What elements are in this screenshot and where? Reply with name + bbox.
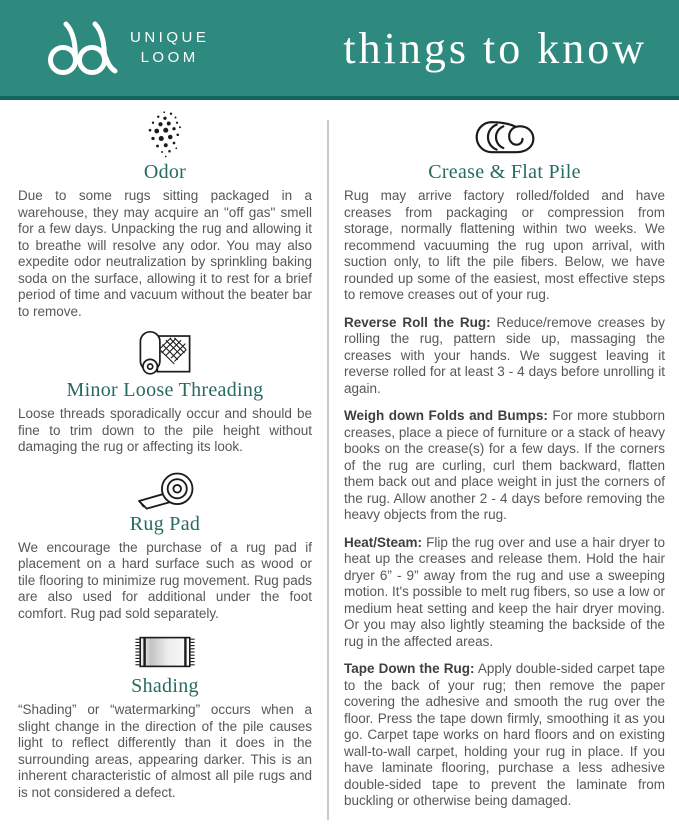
section-body-rug-pad: We encourage the purchase of a rug pad if placement on a hard surface such as wood or tile flooring to minimize rug movement. Rug pads are also used for additional under the foot comfort. Rug pad sold separately. xyxy=(18,539,312,621)
section-odor xyxy=(18,110,312,320)
section-heading-crease: Crease & Flat Pile xyxy=(428,161,581,183)
header-banner xyxy=(0,0,679,100)
left-column xyxy=(18,100,312,820)
section-heading-threading: Minor Loose Threading xyxy=(66,379,264,401)
shaded-rug-icon xyxy=(133,632,197,672)
right-column xyxy=(344,100,665,820)
rug-pad-roll-icon xyxy=(136,466,194,510)
tip-text-weigh-down: For more stubborn creases, place a piece of furniture or a stack of heavy books on the crease(s) for a few days. If the corners of the rug are curling, curl them backward, flatten them back out and place weight in just the corners of the rug. Allow another 2 - 4 days before removing the heavy objects from the rug. xyxy=(344,408,665,522)
section-heading-odor: Odor xyxy=(143,161,187,183)
brand-line-1: UNIQUE xyxy=(130,28,210,46)
section-intro-crease: Rug may arrive factory rolled/folded and have creases from packaging or compression from storage, normally flattening within two weeks. We recommend vacuuming the rug upon arrival, with suction only, to lift the pile fibers. Below, we have rounded up some of the easiest, most effective steps to remove creases out of your rug. xyxy=(344,188,665,302)
rolled-rug-side-icon xyxy=(469,118,541,158)
section-body-shading: “Shading” or “watermarking” occurs when a slight change in the direction of the pile causes light to reflect differently than it does in the surrounding areas, appearing darker. This is an inherent characteristic of almost all pile rugs and is not considered a defect. xyxy=(18,702,312,800)
content-area xyxy=(0,100,679,820)
section-minor-loose-threading xyxy=(18,330,312,456)
section-heading-shading: Shading xyxy=(131,675,199,697)
tip-text-tape-down: Apply double-sided carpet tape to the back of your rug; then remove the paper covering the adhesive and smooth the rug over the floor. Press the tape down firmly, smoothing it as you go. Carpet tape works on hard floors and on existing wall-to-wall carpet, holding your rug in place. If you have laminate flooring, purchase a less adhesive double-sided tape to prevent the laminate from buckling or otherwise being damaged. xyxy=(344,661,665,808)
tip-heat-steam xyxy=(344,535,665,651)
section-crease-flat-pile xyxy=(344,118,665,810)
section-rug-pad xyxy=(18,466,312,623)
unique-loom-double-loop-icon xyxy=(44,18,118,78)
rolled-rug-crosshatch-icon xyxy=(137,330,193,376)
tip-label-weigh-down: Weigh down Folds and Bumps: xyxy=(344,408,548,423)
odor-speckles-icon xyxy=(139,110,191,158)
page-title: things to know xyxy=(343,23,647,73)
tip-text-reverse-roll: Reduce/remove creases by rolling the rug, pattern side up, massaging the creases with your hands. We suggest leaving it reverse rolled for at least 3 - 4 days before unrolling it again. xyxy=(344,314,665,396)
brand-name xyxy=(130,28,209,69)
section-shading xyxy=(18,632,312,801)
tip-weigh-down xyxy=(344,408,665,524)
column-divider xyxy=(327,120,329,820)
brand-logo xyxy=(44,18,209,78)
brand-line-2: LOOM xyxy=(140,49,199,66)
section-heading-rug-pad: Rug Pad xyxy=(129,512,201,535)
tip-label-reverse-roll: Reverse Roll the Rug: xyxy=(344,314,491,330)
tip-text-heat-steam: Flip the rug over and use a hair dryer to heat up the creases and release them. Hold the hair dryer 6” - 9” away from the rug and use a sweeping motion. It's possible to melt rug fibers, so use a low or medium heat setting and keep the hair dryer moving. Or you may also lightly steaming the backside of the rug in the affected areas. xyxy=(344,534,665,649)
section-body-odor: Due to some rugs sitting packaged in a warehouse, they may acquire an "off gas" smell for a few days. Unpacking the rug and allowing it to breathe will resolve any odor. You may also expedite odor neutralization by sprinkling baking soda on the surface, allowing it to rest for a brief period of time and vacuum without the beater bar to remove. xyxy=(18,188,312,319)
tip-tape-down xyxy=(344,661,665,810)
tip-label-tape-down: Tape Down the Rug: xyxy=(344,661,475,676)
tip-reverse-roll xyxy=(344,315,665,398)
tip-label-heat-steam: Heat/Steam: xyxy=(344,534,423,550)
section-body-threading: Loose threads sporadically occur and should be fine to trim down to the pile height without damaging the rug or affecting its look. xyxy=(18,406,312,454)
